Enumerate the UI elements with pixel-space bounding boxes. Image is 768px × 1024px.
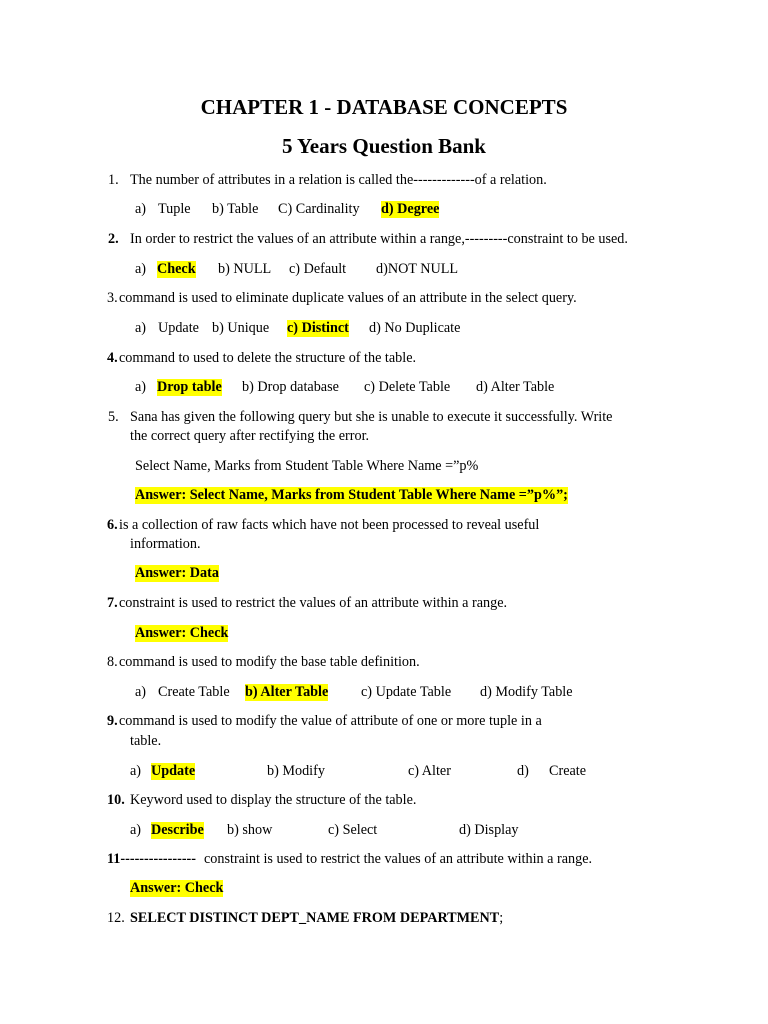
option-label: a)	[130, 763, 142, 779]
option: d) No Duplicate	[369, 320, 461, 336]
question-number: 8.	[107, 654, 118, 670]
question-text: the correct query after rectifying the error.	[130, 428, 370, 444]
question-number: 5.	[108, 409, 119, 425]
option-label: a)	[135, 201, 147, 217]
question-number: 6.	[107, 517, 118, 533]
option: c) Delete Table	[364, 379, 451, 395]
option: c) Default	[289, 261, 347, 277]
correct-option: d) Degree	[381, 201, 440, 217]
answer: Answer: Check	[130, 880, 224, 896]
option: b) NULL	[218, 261, 272, 277]
option: c) Alter	[408, 763, 451, 779]
correct-option: b) Alter Table	[245, 684, 329, 700]
question-number: 11----------------	[107, 851, 196, 867]
question-text: information.	[130, 536, 201, 552]
option-label: a)	[135, 261, 147, 277]
option: d) Modify Table	[480, 684, 573, 700]
answer: Answer: Check	[135, 625, 229, 641]
correct-option: Update	[151, 763, 196, 779]
query-text: Select Name, Marks from Student Table Where Name =”p%	[135, 458, 479, 474]
answer: Answer: Data	[135, 565, 219, 581]
option: d) Display	[459, 822, 519, 838]
answer: Answer: Select Name, Marks from Student Table Where Name =”p%”;	[135, 487, 568, 503]
question-text	[130, 910, 503, 927]
question-text: The number of attributes in a relation is called the-------------of a relation.	[130, 172, 547, 188]
sql-query: SELECT DISTINCT DEPT_NAME FROM DEPARTMENT	[130, 910, 500, 926]
question-text: command is used to modify the value of attribute of one or more tuple in a	[119, 713, 542, 729]
question-number: 1.	[108, 172, 119, 188]
question-number: 7.	[107, 595, 118, 611]
question-number: 12.	[107, 910, 125, 926]
correct-option: Describe	[151, 822, 204, 838]
page-subtitle: 5 Years Question Bank	[281, 134, 486, 158]
question-number: 9.	[107, 713, 118, 729]
option: Tuple	[158, 201, 191, 217]
question-number: 2.	[108, 231, 119, 247]
question-text: command is used to eliminate duplicate values of an attribute in the select query.	[119, 290, 577, 306]
option: c) Update Table	[361, 684, 452, 700]
question-text: constraint is used to restrict the values of an attribute within a range.	[119, 595, 508, 611]
option-label: a)	[135, 379, 147, 395]
option: Create	[549, 763, 587, 779]
question-text: is a collection of raw facts which have not been processed to reveal useful	[119, 517, 540, 533]
question-text: Sana has given the following query but she is unable to execute it successfully. Write	[130, 409, 613, 425]
question-number: 4.	[107, 350, 118, 366]
option: b) Modify	[267, 763, 325, 779]
option-label: a)	[130, 822, 142, 838]
option: Create Table	[158, 684, 230, 700]
question-text: In order to restrict the values of an attribute within a range,---------constraint to be used.	[130, 231, 628, 247]
option-label: a)	[135, 684, 147, 700]
option: b) Drop database	[242, 379, 339, 395]
option-label: d)	[517, 763, 529, 779]
option: d)NOT NULL	[376, 261, 459, 277]
question-text: command is used to modify the base table definition.	[119, 654, 420, 670]
question-text: command to used to delete the structure of the table.	[119, 350, 417, 366]
option: b) Table	[212, 201, 259, 217]
option: c) Select	[328, 822, 378, 838]
option: Update	[158, 320, 199, 336]
option: C) Cardinality	[278, 201, 360, 217]
page-title: CHAPTER 1 - DATABASE CONCEPTS	[200, 95, 568, 119]
correct-option: Check	[157, 261, 196, 277]
option: b) Unique	[212, 320, 270, 336]
question-number: 3.	[107, 290, 118, 306]
option: d) Alter Table	[476, 379, 555, 395]
semicolon: ;	[499, 910, 504, 926]
question-text: constraint is used to restrict the values of an attribute within a range.	[204, 851, 593, 867]
question-text: Keyword used to display the structure of the table.	[130, 792, 417, 808]
option: b) show	[227, 822, 273, 838]
option-label: a)	[135, 320, 147, 336]
correct-option: c) Distinct	[287, 320, 349, 336]
question-text: table.	[130, 733, 162, 749]
question-number: 10.	[107, 792, 125, 808]
correct-option: Drop table	[157, 379, 222, 395]
